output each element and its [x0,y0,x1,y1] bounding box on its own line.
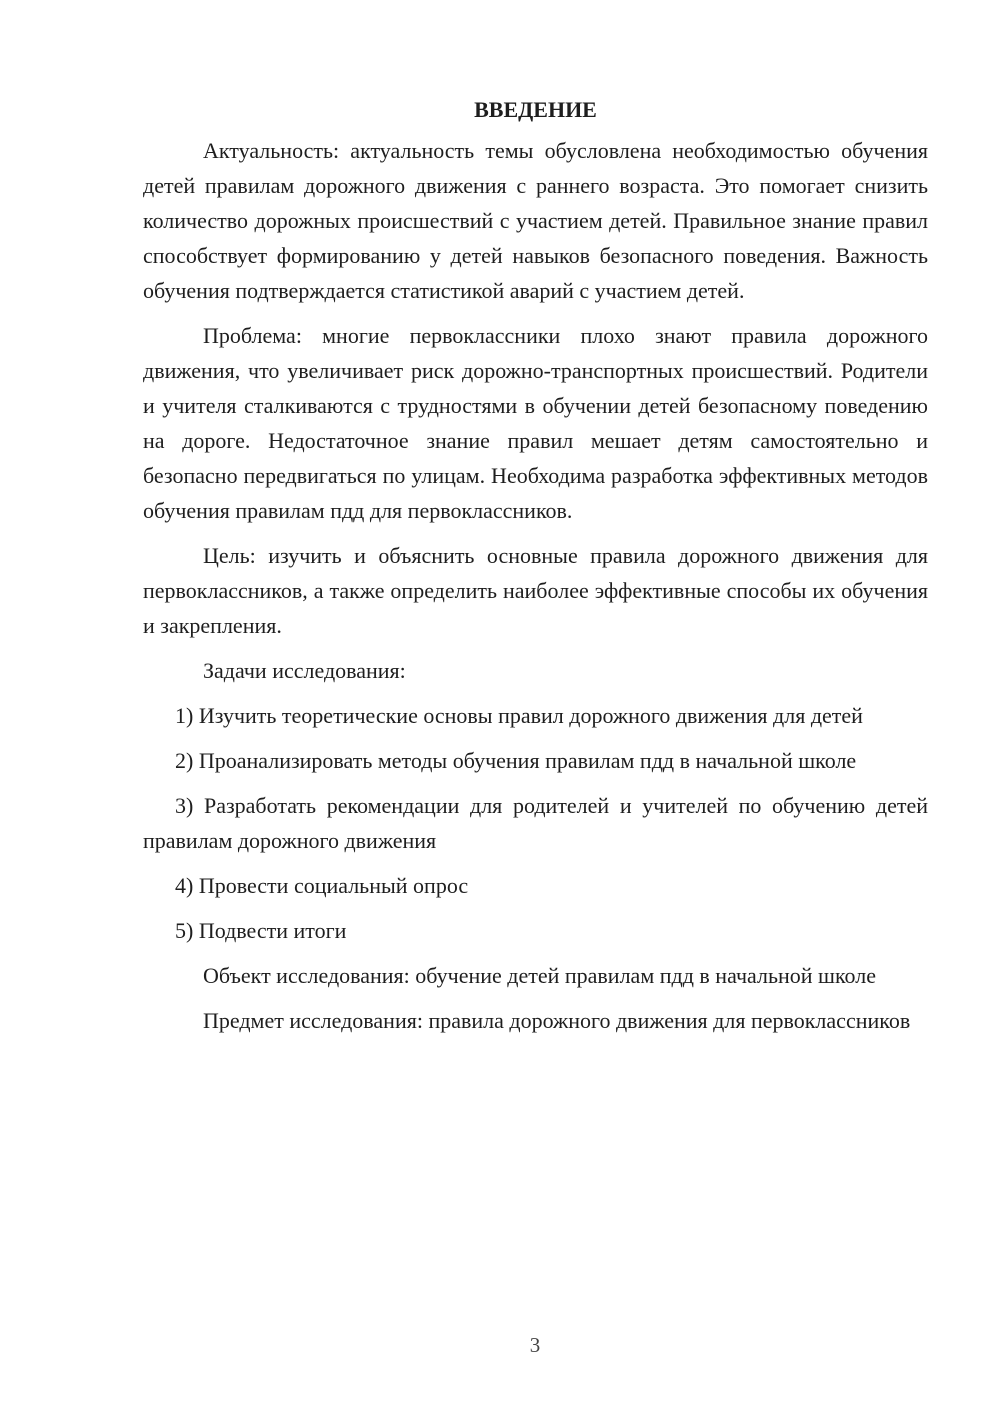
task-item-4: 4) Провести социальный опрос [175,873,469,898]
page-number: 3 [529,1333,541,1357]
paragraph-goal: Цель: изучить и объяснить основные правила дорожного движения для первоклассников, а также определить наиболее эффективные способы их обучения и закрепления. [143,543,928,638]
task-item-5: 5) Подвести итоги [175,918,347,943]
paragraph-subject: Предмет исследования: правила дорожного движения для первоклассников [203,1008,911,1033]
document-title: ВВЕДЕНИЕ [474,97,597,122]
task-item-3: 3) Разработать рекомендации для родителей и учителей по обучению детей правилам дорожного движения [143,793,928,853]
paragraph-relevance: Актуальность: актуальность темы обусловлена необходимостью обучения детей правилам дорожного движения с раннего возраста. Это помогает снизить количество дорожных происшествий с участием детей. Правильное знание правил способствует формированию у детей навыков безопасного поведения. Важность обучения подтверждается статистикой аварий с участием детей. [143,138,928,303]
paragraph-object: Объект исследования: обучение детей правилам пдд в начальной школе [203,963,876,988]
document-page [143,92,928,1038]
paragraph-problem: Проблема: многие первоклассники плохо знают правила дорожного движения, что увеличивает риск дорожно-транспортных происшествий. Родители и учителя сталкиваются с трудностями в обучении детей безопасному поведению на дороге. Недостаточное знание правил мешает детям самостоятельно и безопасно передвигаться по улицам. Необходима разработка эффективных методов обучения правилам пдд для первоклассников. [143,323,928,523]
task-item-2: 2) Проанализировать методы обучения правилам пдд в начальной школе [175,748,857,773]
task-item-1: 1) Изучить теоретические основы правил дорожного движения для детей [175,703,863,728]
tasks-heading: Задачи исследования: [203,658,406,683]
